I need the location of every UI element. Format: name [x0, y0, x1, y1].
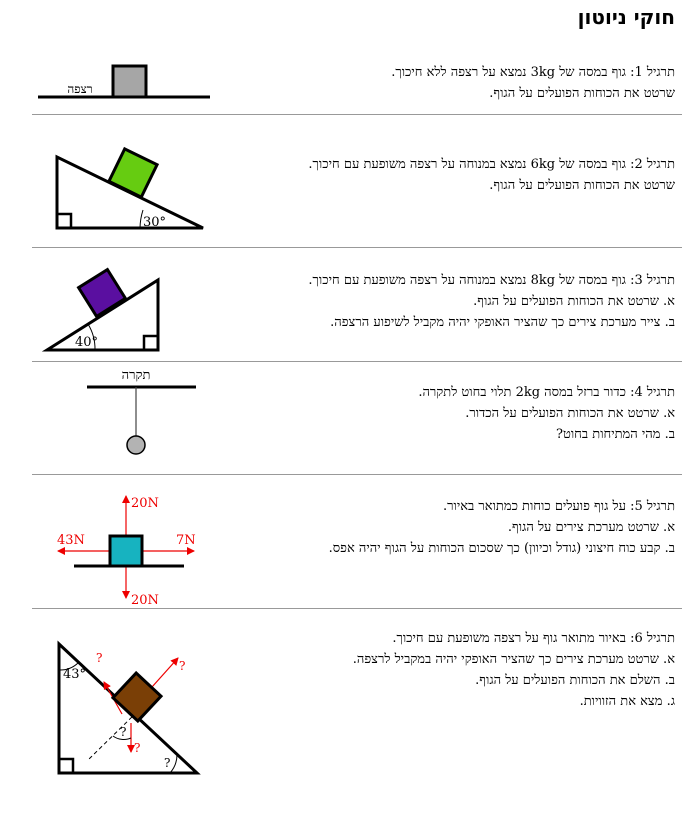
exercise-2-figure	[0, 140, 260, 240]
block	[79, 270, 126, 317]
top-angle-label: 43°	[63, 667, 87, 682]
exercise-5-text	[255, 496, 675, 559]
exercise-2-line-1: תרגיל 2: גוף במסה של 6kg נמצא במנוחה על רצפה משופעת עם חיכוך.	[308, 157, 675, 172]
exercise-5-line-3: ב. קבע כוח חיצוני (גודל וכיוון) כך שסכום הכוחות על הגוף יהיה אפס.	[328, 541, 675, 556]
right-angle-mark	[144, 336, 158, 350]
page-title: חוקי ניוטון	[577, 5, 675, 29]
exercise-1-text	[255, 62, 675, 104]
ceiling-label: תקרה	[121, 368, 151, 383]
separator-1	[32, 114, 682, 115]
exercise-6-line-1: תרגיל 6: באיור מתואר גוף על רצפה משופעת עם חיכוך.	[392, 631, 675, 646]
force-down-label: 20N	[131, 593, 159, 608]
exercise-5-figure	[0, 480, 260, 610]
separator-4	[32, 474, 682, 475]
exercise-1-line-2: שרטט את הכוחות הפועלים על הגוף.	[489, 86, 675, 101]
floor-label: רצפה	[67, 82, 93, 96]
ball	[127, 436, 145, 454]
block	[110, 536, 142, 566]
exercise-2-line-2: שרטט את הכוחות הפועלים על הגוף.	[489, 178, 675, 193]
unknown-label-1: ?	[96, 651, 103, 665]
force-right-label: 7N	[176, 533, 196, 548]
unknown-label-3: ?	[120, 725, 127, 739]
exercise-6-line-3: ב. השלם את הכוחות הפועלים על הגוף.	[475, 673, 675, 688]
right-angle-mark	[59, 759, 73, 773]
exercise-3-line-3: ב. צייר מערכת צירים כך שהציר האופקי יהיה מקביל לשיפוע הרצפה.	[330, 315, 675, 330]
exercise-3-figure	[0, 262, 260, 362]
block	[113, 673, 161, 721]
unknown-label-4: ?	[134, 741, 141, 755]
exercise-3-line-1: תרגיל 3: גוף במסה של 8kg נמצא במנוחה על רצפה משופעת עם חיכוך.	[308, 273, 675, 288]
separator-3	[32, 361, 682, 362]
exercise-5-line-1: תרגיל 5: על גוף פועלים כוחות כמתואר באיור.	[442, 499, 675, 514]
exercise-4-line-1: תרגיל 4: כדור ברזל במסה 2kg תלוי בחוט לתקרה.	[418, 385, 675, 400]
exercise-1-line-1: תרגיל 1: גוף במסה של 3kg נמצא על רצפה ללא חיכוך.	[391, 65, 675, 80]
block	[109, 149, 157, 197]
force-left-label: 43N	[57, 533, 85, 548]
bottom-angle-label: ?	[164, 756, 171, 770]
exercise-6-line-2: א. שרטט מערכת צירים כך שהציר האופקי יהיה במקביל לרצפה.	[352, 652, 675, 667]
block	[113, 66, 146, 97]
exercise-3-line-2: א. שרטט את הכוחות הפועלים על הגוף.	[473, 294, 675, 309]
separator-2	[32, 247, 682, 248]
dashed-axis	[88, 712, 137, 760]
exercise-1-figure	[0, 50, 260, 110]
unknown-label-2: ?	[179, 659, 186, 673]
exercise-5-line-2: א. שרטט מערכת צירים על הגוף.	[507, 520, 675, 535]
angle-label: 30°	[143, 215, 167, 230]
exercise-6-figure	[0, 630, 260, 790]
exercise-3-text	[255, 270, 675, 333]
exercise-4-line-2: א. שרטט את הכוחות הפועלים על הכדור.	[465, 406, 675, 421]
exercise-4-figure	[0, 365, 260, 470]
exercise-2-text	[255, 154, 675, 196]
right-angle-mark	[57, 214, 71, 228]
exercise-4-text	[255, 382, 675, 445]
separator-5	[32, 608, 682, 609]
exercise-4-line-3: ב. מהי המתיחות בחוט?	[556, 427, 675, 442]
force-arrow-upper-right	[152, 658, 178, 687]
exercise-6-text	[255, 628, 675, 712]
force-up-label: 20N	[131, 496, 159, 511]
angle-label: 40°	[75, 335, 99, 350]
exercise-6-line-4: ג. מצא את הזוויות.	[579, 694, 675, 709]
bottom-angle-arc	[170, 754, 177, 773]
